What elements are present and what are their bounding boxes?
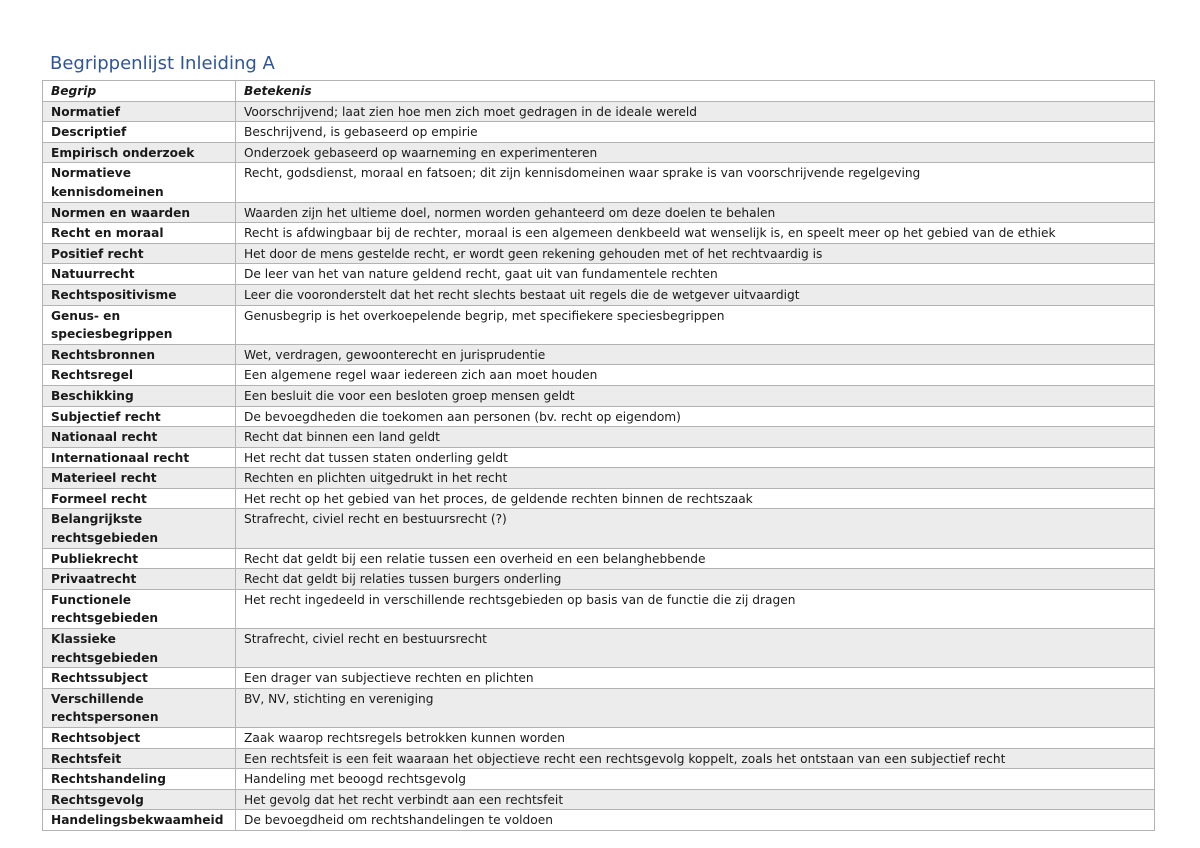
- term-cell: Rechtsfeit: [43, 748, 236, 769]
- definition-cell: Het recht op het gebied van het proces, de geldende rechten binnen de rechtszaak: [236, 488, 1155, 509]
- definition-cell: Recht dat binnen een land geldt: [236, 427, 1155, 448]
- table-row: [43, 365, 1155, 386]
- definition-cell: Een algemene regel waar iedereen zich aan moet houden: [236, 365, 1155, 386]
- term-cell: Recht en moraal: [43, 223, 236, 244]
- definition-cell: Leer die vooronderstelt dat het recht slechts bestaat uit regels die de wetgever uitvaardigt: [236, 284, 1155, 305]
- document-page: [42, 52, 1154, 831]
- term-cell: Verschillende rechtspersonen: [43, 688, 236, 727]
- table-row: [43, 385, 1155, 406]
- table-body: [43, 101, 1155, 830]
- term-cell: Descriptief: [43, 122, 236, 143]
- table-row: [43, 163, 1155, 202]
- table-row: [43, 789, 1155, 810]
- table-row: [43, 589, 1155, 628]
- table-row: [43, 748, 1155, 769]
- definition-cell: Strafrecht, civiel recht en bestuursrecht: [236, 629, 1155, 668]
- table-row: [43, 688, 1155, 727]
- definition-cell: Rechten en plichten uitgedrukt in het recht: [236, 468, 1155, 489]
- term-cell: Empirisch onderzoek: [43, 142, 236, 163]
- definition-cell: De bevoegdheden die toekomen aan personen (bv. recht op eigendom): [236, 406, 1155, 427]
- term-cell: Rechtssubject: [43, 668, 236, 689]
- term-cell: Rechtsobject: [43, 728, 236, 749]
- definition-cell: BV, NV, stichting en vereniging: [236, 688, 1155, 727]
- table-row: [43, 427, 1155, 448]
- document-title: Begrippenlijst Inleiding A: [50, 53, 275, 74]
- term-cell: Rechtsbronnen: [43, 344, 236, 365]
- table-row: [43, 629, 1155, 668]
- table-row: [43, 122, 1155, 143]
- definition-cell: Handeling met beoogd rechtsgevolg: [236, 769, 1155, 790]
- table-row: [43, 305, 1155, 344]
- table-row: [43, 142, 1155, 163]
- term-cell: Normen en waarden: [43, 202, 236, 223]
- term-cell: Normatieve kennisdomeinen: [43, 163, 236, 202]
- definition-cell: Een drager van subjectieve rechten en plichten: [236, 668, 1155, 689]
- term-cell: Rechtspositivisme: [43, 284, 236, 305]
- table-row: [43, 243, 1155, 264]
- definition-cell: De leer van het van nature geldend recht, gaat uit van fundamentele rechten: [236, 264, 1155, 285]
- definition-cell: Voorschrijvend; laat zien hoe men zich moet gedragen in de ideale wereld: [236, 101, 1155, 122]
- definition-cell: Het door de mens gestelde recht, er wordt geen rekening gehouden met of het rechtvaardig is: [236, 243, 1155, 264]
- table-row: [43, 668, 1155, 689]
- definition-cell: Het recht ingedeeld in verschillende rechtsgebieden op basis van de functie die zij dragen: [236, 589, 1155, 628]
- term-cell: Subjectief recht: [43, 406, 236, 427]
- table-row: [43, 284, 1155, 305]
- term-cell: Privaatrecht: [43, 569, 236, 590]
- definition-cell: Beschrijvend, is gebaseerd op empirie: [236, 122, 1155, 143]
- term-cell: Rechtshandeling: [43, 769, 236, 790]
- term-cell: Genus- en speciesbegrippen: [43, 305, 236, 344]
- definition-cell: De bevoegdheid om rechtshandelingen te voldoen: [236, 810, 1155, 831]
- table-row: [43, 223, 1155, 244]
- definition-cell: Recht is afdwingbaar bij de rechter, moraal is een algemeen denkbeeld wat wenselijk is, en speelt meer op het gebied van de ethiek: [236, 223, 1155, 244]
- term-cell: Publiekrecht: [43, 548, 236, 569]
- table-row: [43, 447, 1155, 468]
- table-row: [43, 488, 1155, 509]
- table-row: [43, 468, 1155, 489]
- definition-cell: Recht dat geldt bij een relatie tussen een overheid en een belanghebbende: [236, 548, 1155, 569]
- table-row: [43, 264, 1155, 285]
- term-cell: Handelingsbekwaamheid: [43, 810, 236, 831]
- table-row: [43, 509, 1155, 548]
- term-cell: Rechtsregel: [43, 365, 236, 386]
- table-row: [43, 548, 1155, 569]
- term-cell: Nationaal recht: [43, 427, 236, 448]
- column-header-term: Begrip: [43, 81, 236, 102]
- table-row: [43, 202, 1155, 223]
- term-cell: Belangrijkste rechtsgebieden: [43, 509, 236, 548]
- table-row: [43, 101, 1155, 122]
- definition-cell: Het recht dat tussen staten onderling geldt: [236, 447, 1155, 468]
- definition-cell: Een besluit die voor een besloten groep mensen geldt: [236, 385, 1155, 406]
- table-header-row: [43, 81, 1155, 102]
- term-cell: Formeel recht: [43, 488, 236, 509]
- definition-cell: Het gevolg dat het recht verbindt aan een rechtsfeit: [236, 789, 1155, 810]
- table-row: [43, 569, 1155, 590]
- glossary-table: [42, 80, 1155, 831]
- definition-cell: Waarden zijn het ultieme doel, normen worden gehanteerd om deze doelen te behalen: [236, 202, 1155, 223]
- table-row: [43, 728, 1155, 749]
- term-cell: Klassieke rechtsgebieden: [43, 629, 236, 668]
- term-cell: Functionele rechtsgebieden: [43, 589, 236, 628]
- definition-cell: Wet, verdragen, gewoonterecht en jurisprudentie: [236, 344, 1155, 365]
- definition-cell: Onderzoek gebaseerd op waarneming en experimenteren: [236, 142, 1155, 163]
- table-row: [43, 344, 1155, 365]
- term-cell: Materieel recht: [43, 468, 236, 489]
- term-cell: Positief recht: [43, 243, 236, 264]
- definition-cell: Genusbegrip is het overkoepelende begrip, met specifiekere speciesbegrippen: [236, 305, 1155, 344]
- definition-cell: Recht dat geldt bij relaties tussen burgers onderling: [236, 569, 1155, 590]
- term-cell: Natuurrecht: [43, 264, 236, 285]
- term-cell: Beschikking: [43, 385, 236, 406]
- term-cell: Rechtsgevolg: [43, 789, 236, 810]
- definition-cell: Zaak waarop rechtsregels betrokken kunnen worden: [236, 728, 1155, 749]
- term-cell: Internationaal recht: [43, 447, 236, 468]
- table-row: [43, 769, 1155, 790]
- table-row: [43, 406, 1155, 427]
- definition-cell: Strafrecht, civiel recht en bestuursrecht (?): [236, 509, 1155, 548]
- definition-cell: Recht, godsdienst, moraal en fatsoen; dit zijn kennisdomeinen waar sprake is van voorschrijvende regelgeving: [236, 163, 1155, 202]
- table-row: [43, 810, 1155, 831]
- column-header-definition: Betekenis: [236, 81, 1155, 102]
- term-cell: Normatief: [43, 101, 236, 122]
- definition-cell: Een rechtsfeit is een feit waaraan het objectieve recht een rechtsgevolg koppelt, zoals het ontstaan van een subjectief recht: [236, 748, 1155, 769]
